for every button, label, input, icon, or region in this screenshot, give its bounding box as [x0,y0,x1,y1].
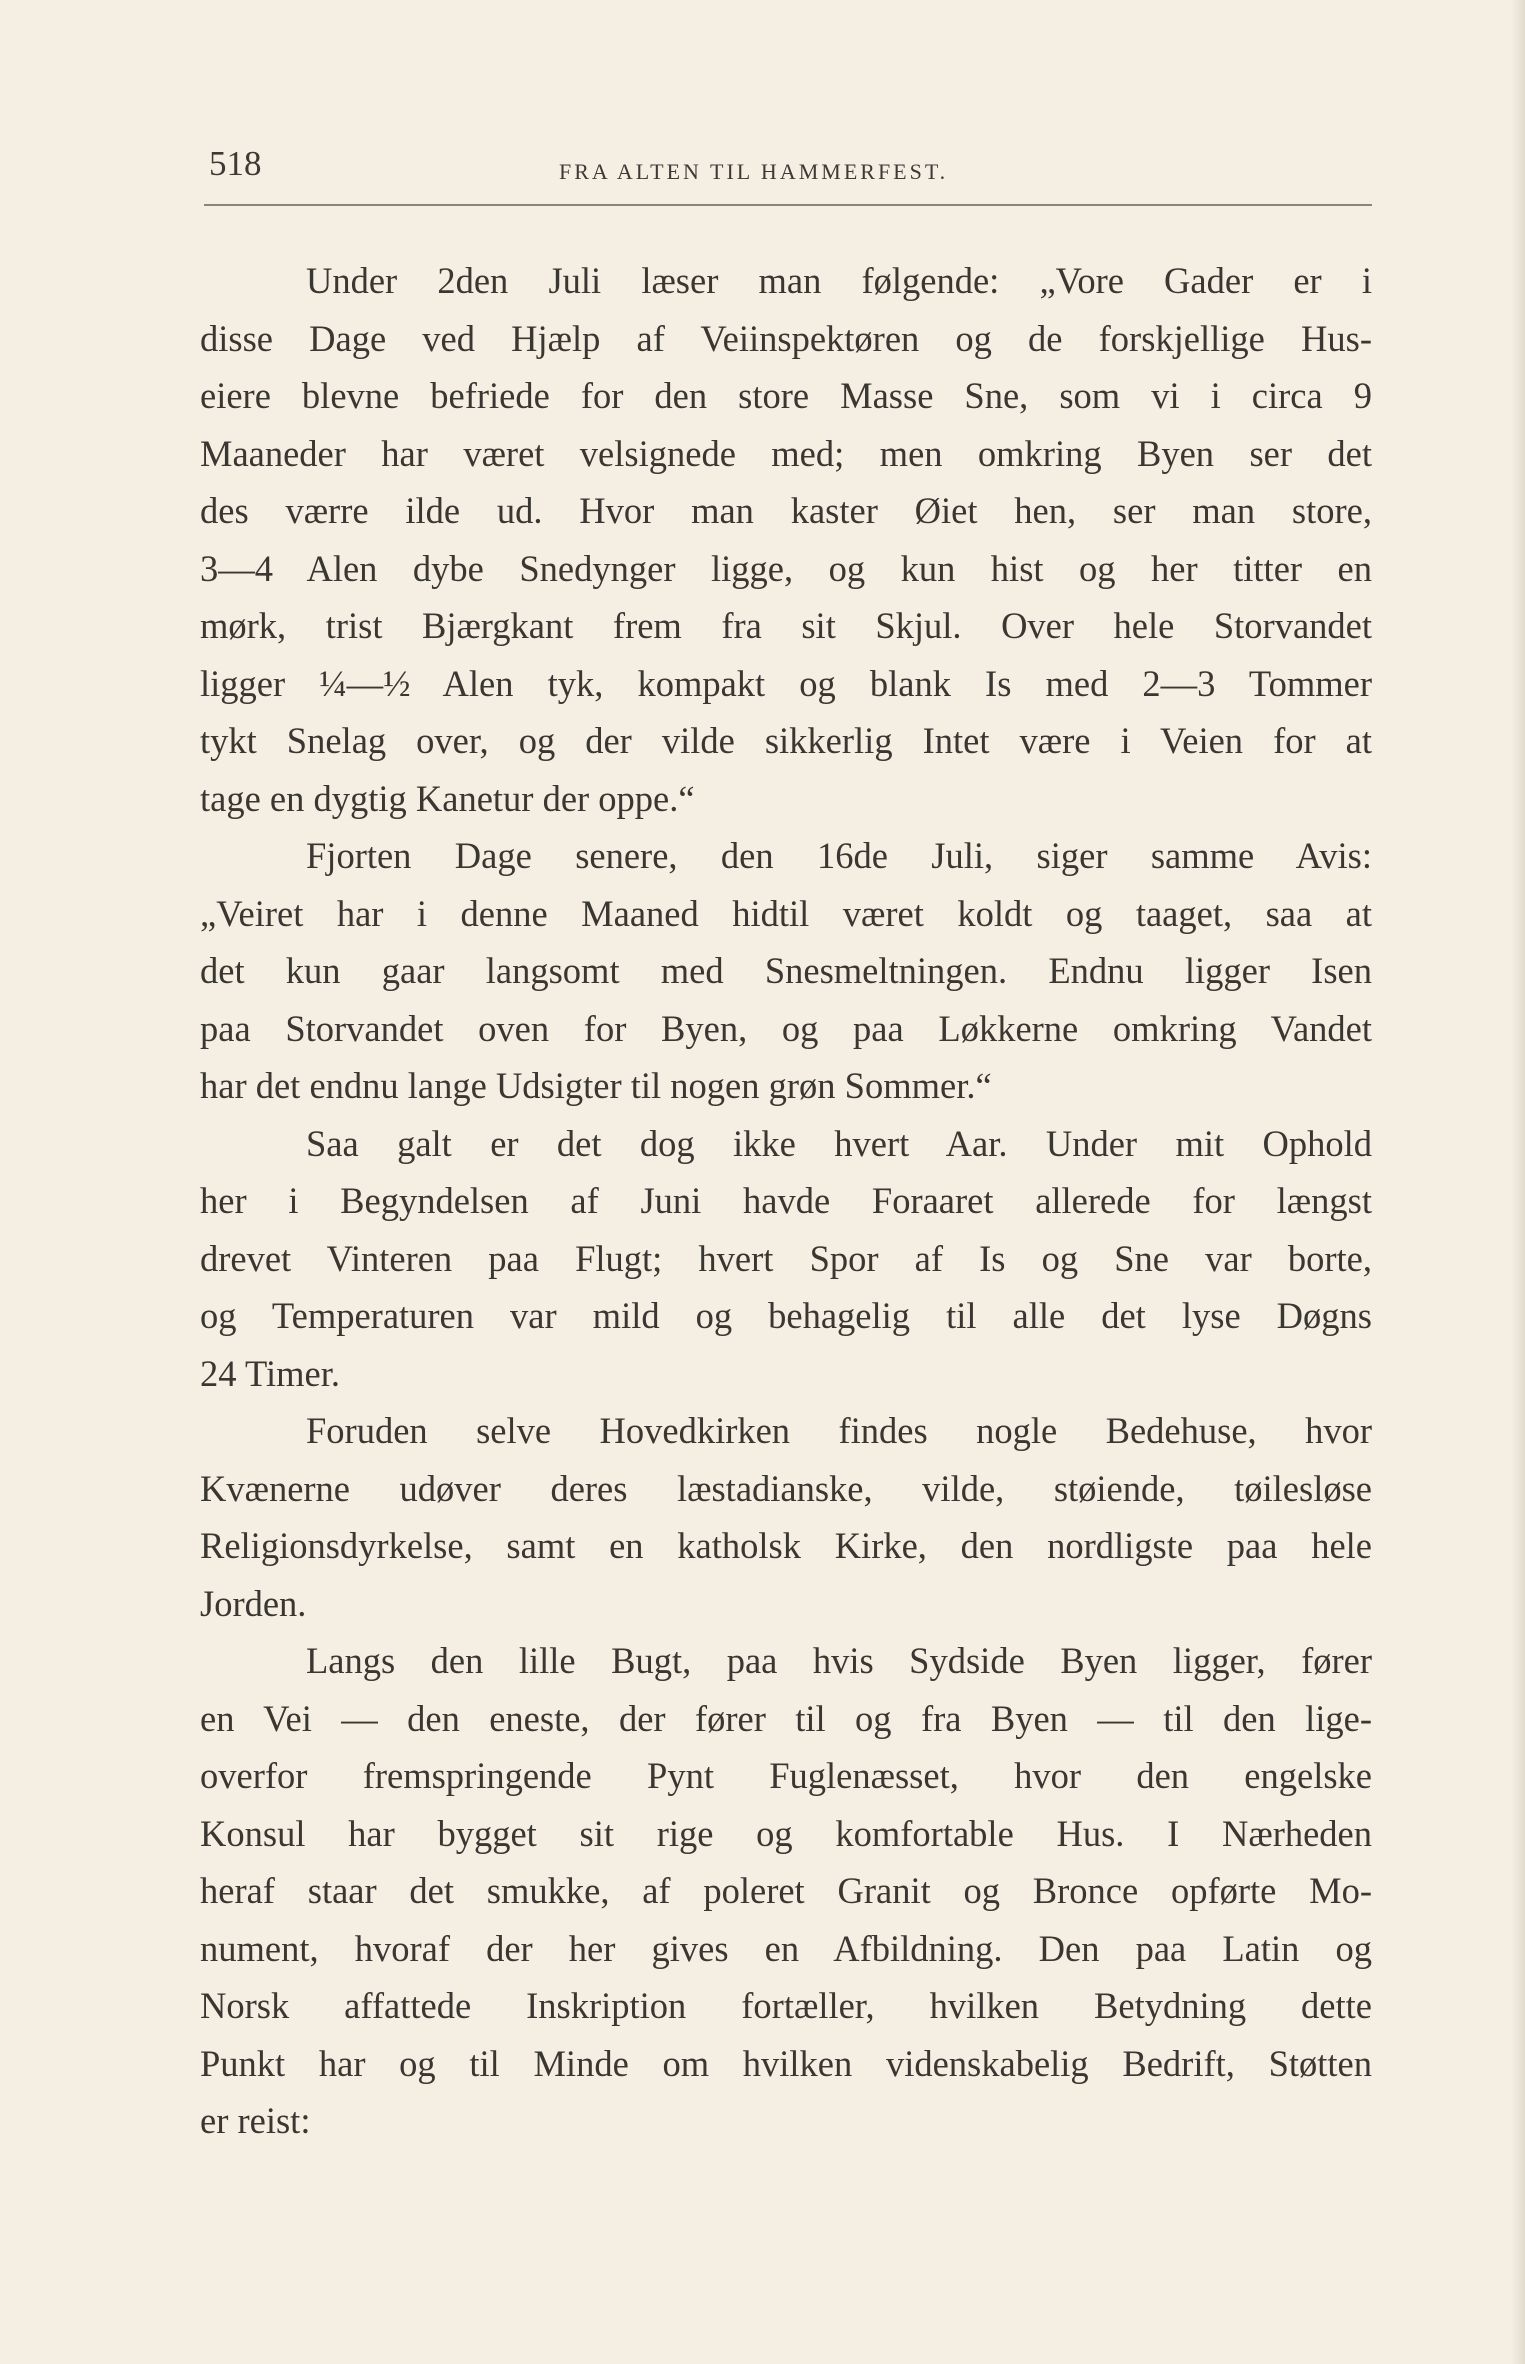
text-line: Religionsdyrkelse, samt en katholsk Kirke, den nordligste paa hele [200,1525,1372,1566]
text-line: det kun gaar langsomt med Snesmeltningen. Endnu ligger Isen [200,950,1372,991]
text-line: tykt Snelag over, og der vilde sikkerlig Intet være i Veien for at [200,720,1372,761]
text-line: Punkt har og til Minde om hvilken videnskabelig Bedrift, Støtten [200,2042,1372,2084]
body-text [200,252,1372,2150]
text-line: Konsul har bygget sit rige og komfortable Hus. I Nærheden [200,1812,1372,1854]
paragraph-first-line: Fjorten Dage senere, den 16de Juli, siger samme Avis: [306,835,1372,876]
page-edge-shadow [1511,0,1525,2364]
text-line: des værre ilde ud. Hvor man kaster Øiet hen, ser man store, [200,490,1372,531]
page-header [204,140,1374,210]
text-line: eiere blevne befriede for den store Masse Sne, som vi i circa 9 [200,375,1372,416]
text-line: ligger ¼—½ Alen tyk, kompakt og blank Is med 2—3 Tommer [200,662,1372,704]
text-line: disse Dage ved Hjælp af Veiinspektøren og de forskjellige Hus- [200,317,1372,359]
text-line: er reist: [200,2100,311,2141]
header-rule [204,204,1372,206]
text-line: heraf staar det smukke, af poleret Granit og Bronce opførte Mo- [200,1870,1372,1911]
paragraph-first-line: Under 2den Juli læser man følgende: „Vore Gader er i [306,260,1372,301]
text-line: „Veiret har i denne Maaned hidtil været koldt og taaget, saa at [200,892,1372,934]
text-line: 24 Timer. [200,1352,340,1394]
text-line: 3—4 Alen dybe Snedynger ligge, og kun hist og her titter en [200,547,1372,589]
text-line: her i Begyndelsen af Juni havde Foraaret allerede for længst [200,1180,1372,1221]
running-head: FRA ALTEN TIL HAMMERFEST. [559,159,949,184]
paragraph-first-line: Saa galt er det dog ikke hvert Aar. Under mit Ophold [306,1122,1372,1164]
text-line: paa Storvandet oven for Byen, og paa Løkkerne omkring Vandet [200,1007,1372,1049]
text-line: Maaneder har været velsignede med; men omkring Byen ser det [200,432,1372,474]
paragraph-first-line: Langs den lille Bugt, paa hvis Sydside Byen ligger, fører [306,1640,1372,1681]
page-number: 518 [209,144,262,183]
text-line: en Vei — den eneste, der fører til og fra Byen — til den lige- [200,1697,1372,1739]
text-line: og Temperaturen var mild og behagelig til alle det lyse Døgns [200,1295,1372,1336]
text-line: tage en dygtig Kanetur der oppe.“ [200,777,695,819]
text-line: nument, hvoraf der her gives en Afbildning. Den paa Latin og [200,1927,1372,1969]
text-line: Norsk affattede Inskription fortæller, hvilken Betydning dette [200,1985,1372,2026]
text-line: overfor fremspringende Pynt Fuglenæsset, hvor den engelske [200,1755,1372,1796]
text-line: Jorden. [200,1582,307,1624]
text-line: mørk, trist Bjærgkant frem fra sit Skjul. Over hele Storvandet [200,605,1372,646]
text-line: har det endnu lange Udsigter til nogen grøn Sommer.“ [200,1065,992,1106]
paragraph-first-line: Foruden selve Hovedkirken findes nogle Bedehuse, hvor [306,1410,1372,1451]
text-line: Kvænerne udøver deres læstadianske, vilde, støiende, tøilesløse [200,1467,1372,1509]
text-line: drevet Vinteren paa Flugt; hvert Spor af Is og Sne var borte, [200,1237,1372,1279]
